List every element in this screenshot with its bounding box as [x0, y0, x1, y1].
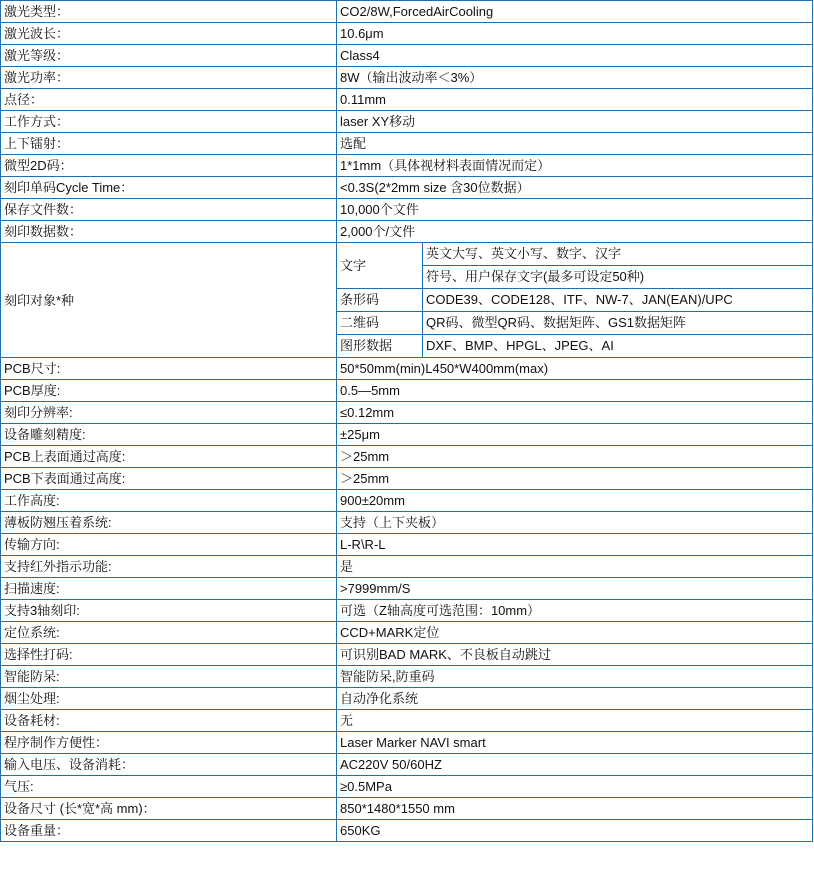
spec-value: 2,000个/文件 — [337, 221, 813, 243]
spec-table-bottom — [1, 358, 813, 842]
barcode-label: 条形码 — [337, 289, 423, 312]
table-row — [1, 710, 813, 732]
table-row — [1, 1, 813, 23]
spec-value: AC220V 50/60HZ — [337, 754, 813, 776]
spec-value: laser XY移动 — [337, 111, 813, 133]
table-row — [1, 111, 813, 133]
spec-value: 850*1480*1550 mm — [337, 798, 813, 820]
spec-value: 智能防呆,防重码 — [337, 666, 813, 688]
spec-value: 0.11mm — [337, 89, 813, 111]
spec-label: 支持3轴刻印: — [1, 600, 337, 622]
spec-value: 是 — [337, 556, 813, 578]
spec-label: 气压: — [1, 776, 337, 798]
spec-label: 设备重量： — [1, 820, 337, 842]
table-row — [1, 644, 813, 666]
spec-label: 扫描速度: — [1, 578, 337, 600]
spec-label: 激光功率： — [1, 67, 337, 89]
spec-label: 工作高度: — [1, 490, 337, 512]
spec-label: PCB下表面通过高度: — [1, 468, 337, 490]
spec-value: 650KG — [337, 820, 813, 842]
spec-value: 可识别BAD MARK、不良板自动跳过 — [337, 644, 813, 666]
spec-value: L-R\R-L — [337, 534, 813, 556]
spec-label: 智能防呆: — [1, 666, 337, 688]
table-row — [1, 380, 813, 402]
table-row — [1, 490, 813, 512]
table-row — [1, 776, 813, 798]
spec-label: 点径： — [1, 89, 337, 111]
table-row — [1, 177, 813, 199]
spec-value: ±25μm — [337, 424, 813, 446]
table-row — [1, 468, 813, 490]
spec-value: Class4 — [337, 45, 813, 67]
table-row — [1, 820, 813, 842]
spec-label: 微型2D码： — [1, 155, 337, 177]
spec-value: ＞25mm — [337, 446, 813, 468]
spec-label: 激光波长： — [1, 23, 337, 45]
table-row — [1, 89, 813, 111]
spec-value: 900±20mm — [337, 490, 813, 512]
table-row — [1, 358, 813, 380]
spec-label: PCB厚度: — [1, 380, 337, 402]
spec-value: 无 — [337, 710, 813, 732]
spec-value: Laser Marker NAVI smart — [337, 732, 813, 754]
graphic-label: 图形数据 — [337, 335, 423, 358]
spec-value: 自动净化系统 — [337, 688, 813, 710]
table-row — [1, 534, 813, 556]
spec-label: 薄板防翘压着系统: — [1, 512, 337, 534]
table-row — [1, 199, 813, 221]
spec-label: 传输方向: — [1, 534, 337, 556]
spec-label: 定位系统: — [1, 622, 337, 644]
spec-value: 可选（Z轴高度可选范围：10mm） — [337, 600, 813, 622]
spec-value: 8W（输出波动率＜3%） — [337, 67, 813, 89]
spec-label: PCB尺寸: — [1, 358, 337, 380]
spec-value: ≥0.5MPa — [337, 776, 813, 798]
spec-value: 10,000个文件 — [337, 199, 813, 221]
spec-label: 上下镭射： — [1, 133, 337, 155]
qrcode-value: QR码、微型QR码、数据矩阵、GS1数据矩阵 — [423, 312, 813, 335]
table-row — [1, 155, 813, 177]
spec-value: 50*50mm(min)L450*W400mm(max) — [337, 358, 813, 380]
text-sub-label: 文字 — [337, 243, 423, 289]
text-value-2: 符号、用户保存文字(最多可设定50种) — [423, 266, 813, 289]
marking-label: 刻印对象*种 — [1, 243, 337, 358]
table-row — [1, 67, 813, 89]
spec-value: <0.3S(2*2mm size 含30位数据） — [337, 177, 813, 199]
qrcode-label: 二维码 — [337, 312, 423, 335]
table-row — [1, 754, 813, 776]
table-row — [1, 512, 813, 534]
spec-value: 支持（上下夹板） — [337, 512, 813, 534]
spec-label: 设备尺寸 (长*宽*高 mm)： — [1, 798, 337, 820]
barcode-value: CODE39、CODE128、ITF、NW-7、JAN(EAN)/UPC — [423, 289, 813, 312]
spec-label: 输入电压、设备消耗： — [1, 754, 337, 776]
spec-label: 设备雕刻精度: — [1, 424, 337, 446]
table-row — [1, 666, 813, 688]
spec-value: ＞25mm — [337, 468, 813, 490]
spec-label: 烟尘处理: — [1, 688, 337, 710]
spec-label: 设备耗材: — [1, 710, 337, 732]
table-row — [1, 402, 813, 424]
table-row — [1, 732, 813, 754]
spec-label: PCB上表面通过高度: — [1, 446, 337, 468]
table-row — [1, 243, 813, 266]
marking-section — [1, 243, 813, 358]
spec-value: CCD+MARK定位 — [337, 622, 813, 644]
spec-value: 选配 — [337, 133, 813, 155]
table-row — [1, 133, 813, 155]
spec-label: 工作方式： — [1, 111, 337, 133]
spec-value: CO2/8W,ForcedAirCooling — [337, 1, 813, 23]
spec-label: 刻印数据数： — [1, 221, 337, 243]
table-row — [1, 221, 813, 243]
table-row — [1, 424, 813, 446]
spec-value: 0.5—5mm — [337, 380, 813, 402]
graphic-value: DXF、BMP、HPGL、JPEG、AI — [423, 335, 813, 358]
spec-label: 激光类型： — [1, 1, 337, 23]
table-row — [1, 688, 813, 710]
spec-label: 刻印分辨率: — [1, 402, 337, 424]
table-row — [1, 622, 813, 644]
text-value-1: 英文大写、英文小写、数字、汉字 — [423, 243, 813, 266]
spec-value: 1*1mm（具体视材料表面情况而定） — [337, 155, 813, 177]
table-row — [1, 600, 813, 622]
spec-value: 10.6μm — [337, 23, 813, 45]
spec-value: >7999mm/S — [337, 578, 813, 600]
spec-label: 程序制作方便性： — [1, 732, 337, 754]
spec-label: 选择性打码: — [1, 644, 337, 666]
spec-table-top — [1, 1, 813, 243]
table-row — [1, 556, 813, 578]
spec-label: 刻印单码Cycle Time： — [1, 177, 337, 199]
table-row — [1, 45, 813, 67]
spec-label: 支持红外指示功能: — [1, 556, 337, 578]
spec-value: ≤0.12mm — [337, 402, 813, 424]
table-row — [1, 798, 813, 820]
spec-label: 保存文件数： — [1, 199, 337, 221]
table-row — [1, 578, 813, 600]
table-row — [1, 23, 813, 45]
table-row — [1, 446, 813, 468]
spec-label: 激光等级： — [1, 45, 337, 67]
